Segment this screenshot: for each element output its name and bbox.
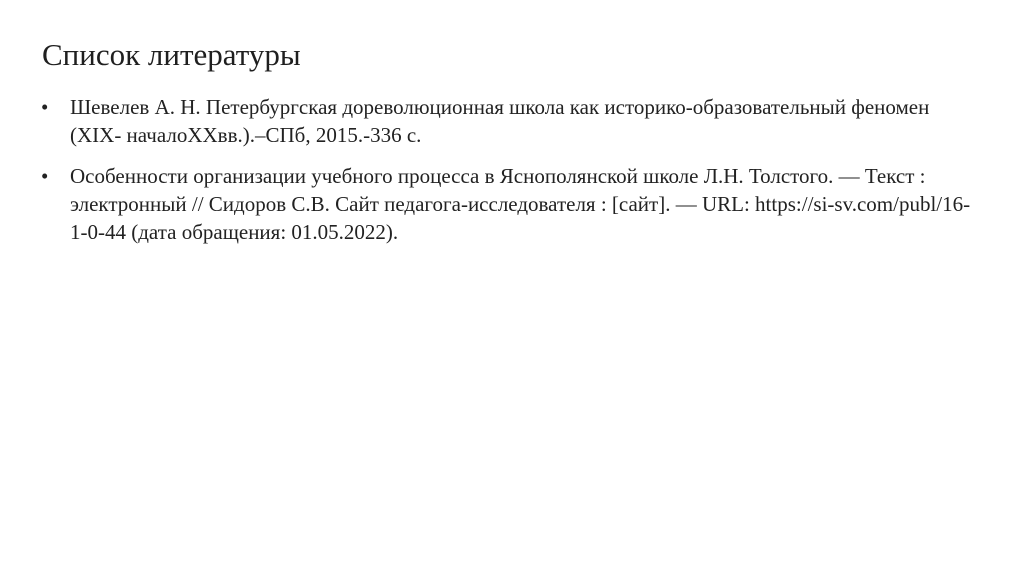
reference-item-2 (41, 162, 971, 246)
page-title: Список литературы (42, 37, 301, 72)
reference-text: Шевелев А. Н. Петербургская дореволюционная школа как историко-образовательный феномен (XIX- началоXXвв.).–СПб, 2015.-336 с. (70, 95, 930, 147)
reference-text: Особенности организации учебного процесса в Яснополянской школе Л.Н. Толстого. — Текст : электронный // Сидоров С.В. Сайт педагога-исследователя : [сайт]. — URL: https://si-sv.com/publ/16-1-0-44 (дата обращения: 01.05.2022). (70, 164, 971, 244)
reference-item-1 (41, 93, 971, 149)
bullet-icon: • (41, 164, 49, 188)
reference-list (41, 93, 971, 259)
bullet-icon: • (41, 95, 49, 119)
